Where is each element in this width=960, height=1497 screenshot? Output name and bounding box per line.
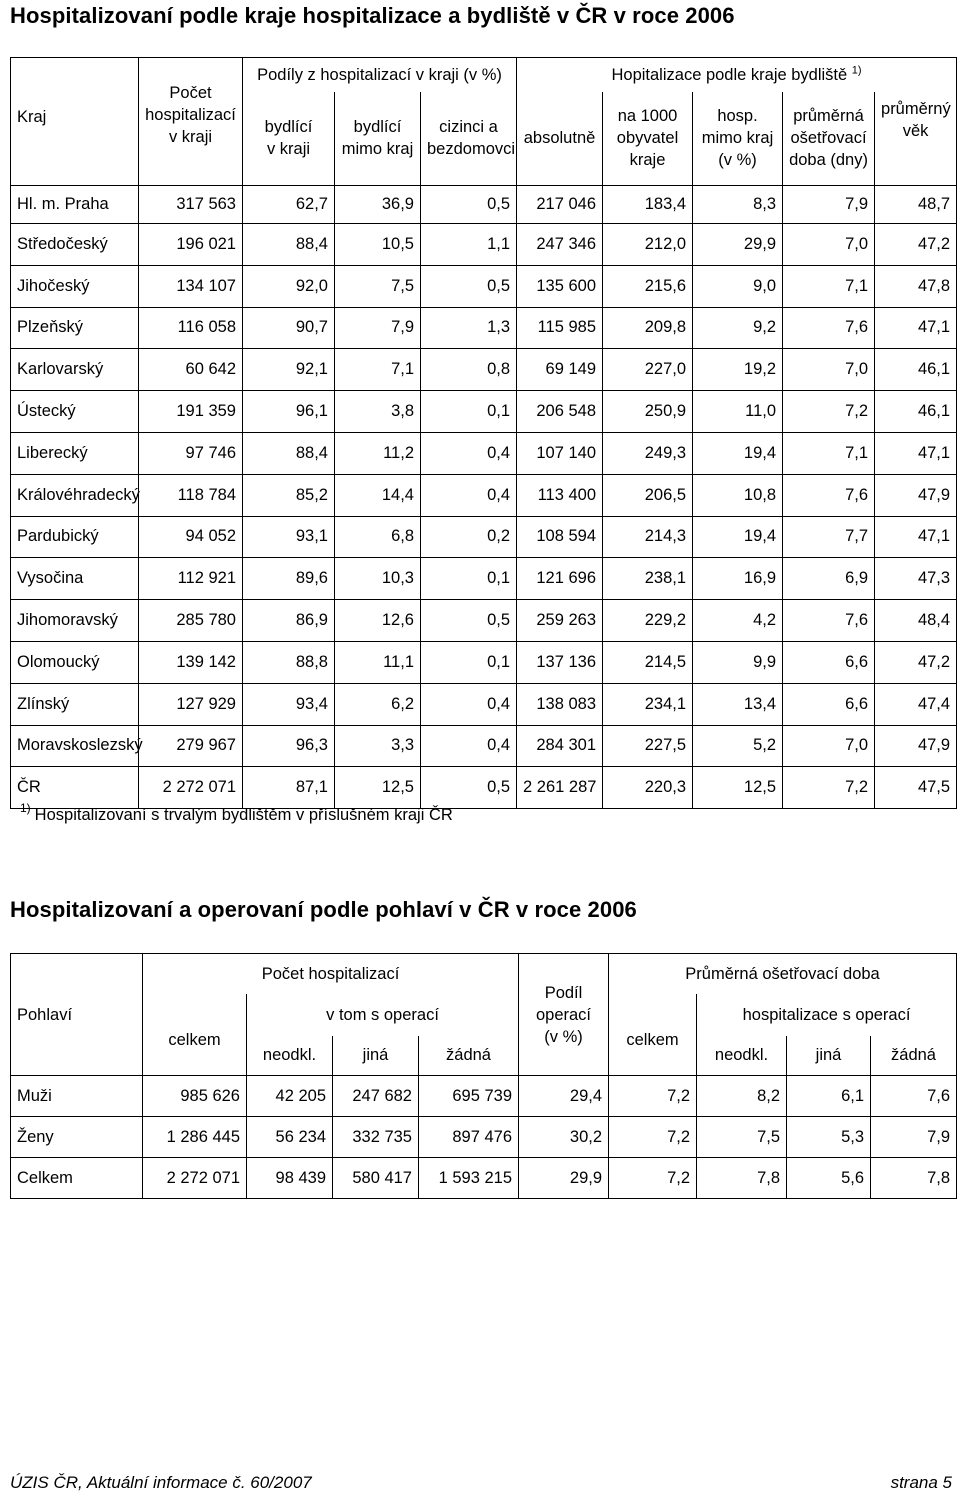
col-line: bydlící (353, 118, 402, 137)
table-cell: 9,0 (693, 265, 783, 307)
table-cell: 5,2 (693, 725, 783, 767)
table-cell: 247 682 (333, 1076, 419, 1117)
gender-hospitalization-table (10, 953, 957, 1199)
table-cell: 93,1 (243, 516, 335, 558)
col-line: operací (535, 1005, 592, 1024)
col-line: bydlící (264, 118, 313, 137)
total-row (11, 1158, 957, 1199)
table-cell: 7,6 (783, 474, 875, 516)
table-cell: 7,6 (871, 1076, 957, 1117)
col-podil-operaci (519, 954, 609, 1076)
table-cell: 279 967 (139, 725, 243, 767)
table-cell: 985 626 (143, 1076, 247, 1117)
table-cell: 214,3 (603, 516, 693, 558)
table-cell: 259 263 (517, 600, 603, 642)
table-cell: 0,8 (421, 349, 517, 391)
table-cell: 47,8 (875, 265, 957, 307)
table-cell: 89,6 (243, 558, 335, 600)
col-celkem: celkem (143, 994, 247, 1076)
table-cell: 1 593 215 (419, 1158, 519, 1199)
table-cell: 7,2 (783, 767, 875, 809)
row-label: Moravskoslezský (11, 725, 139, 767)
table-row (11, 641, 957, 683)
table2-title: Hospitalizovaní a operovaní podle pohlaví v ČR v roce 2006 (10, 897, 637, 922)
col-doba-celkem: celkem (609, 994, 697, 1076)
col-pocet (139, 58, 243, 186)
table-cell: 7,1 (335, 349, 421, 391)
table-cell: 0,1 (421, 558, 517, 600)
table-cell: 118 784 (139, 474, 243, 516)
table-cell: 206,5 (603, 474, 693, 516)
table-cell: 191 359 (139, 391, 243, 433)
col-line: hosp. (717, 107, 758, 126)
table-cell: 7,2 (609, 1158, 697, 1199)
table-cell: 108 594 (517, 516, 603, 558)
table-cell: 12,5 (335, 767, 421, 809)
table-cell: 0,5 (421, 265, 517, 307)
table-row (11, 600, 957, 642)
table-cell: 6,1 (787, 1076, 871, 1117)
table-cell: 695 739 (419, 1076, 519, 1117)
table-cell: 6,9 (783, 558, 875, 600)
row-label: Hl. m. Praha (11, 186, 139, 224)
table-cell: 48,7 (875, 186, 957, 224)
table-cell: 7,8 (871, 1158, 957, 1199)
table-cell: 7,0 (783, 725, 875, 767)
table-cell: 7,0 (783, 349, 875, 391)
col-pohlavi: Pohlaví (11, 954, 143, 1076)
table-cell: 47,2 (875, 641, 957, 683)
table-cell: 897 476 (419, 1117, 519, 1158)
table-cell: 98 439 (247, 1158, 333, 1199)
table-cell: 19,2 (693, 349, 783, 391)
table-cell: 29,9 (519, 1158, 609, 1199)
table-cell: 285 780 (139, 600, 243, 642)
table-cell: 10,5 (335, 224, 421, 266)
footnote-ref: 1) (851, 64, 862, 77)
table-cell: 42 205 (247, 1076, 333, 1117)
table-row (11, 558, 957, 600)
table-cell: 196 021 (139, 224, 243, 266)
col-cizinci (421, 92, 517, 186)
table-cell: 217 046 (517, 186, 603, 224)
table-cell: 9,9 (693, 641, 783, 683)
total-row (11, 767, 957, 809)
table-cell: 1,3 (421, 307, 517, 349)
table-cell: 107 140 (517, 432, 603, 474)
table-cell: 96,1 (243, 391, 335, 433)
table-cell: 0,4 (421, 725, 517, 767)
table-cell: 48,4 (875, 600, 957, 642)
table-cell: 580 417 (333, 1158, 419, 1199)
col-line: obyvatel (616, 129, 679, 148)
table-cell: 47,1 (875, 516, 957, 558)
table-row (11, 349, 957, 391)
col-line: Podíl (544, 983, 583, 1002)
table-cell: 5,6 (787, 1158, 871, 1199)
table-cell: 6,2 (335, 683, 421, 725)
table-cell: 7,6 (783, 307, 875, 349)
table-cell: 30,2 (519, 1117, 609, 1158)
table-cell: 2 272 071 (139, 767, 243, 809)
col-kraj: Kraj (11, 58, 139, 186)
col-zadna: žádná (419, 1036, 519, 1076)
table-cell: 60 642 (139, 349, 243, 391)
col-line: průměrný (881, 99, 951, 118)
footer-source: ÚZIS ČR, Aktuální informace č. 60/2007 (10, 1473, 312, 1492)
table-cell: 7,2 (609, 1117, 697, 1158)
table-cell: 2 261 287 (517, 767, 603, 809)
table-row (11, 265, 957, 307)
table-cell: 317 563 (139, 186, 243, 224)
table-cell: 92,1 (243, 349, 335, 391)
table-cell: 10,3 (335, 558, 421, 600)
col-hosp-mimo-kraj (693, 92, 783, 186)
table-row (11, 725, 957, 767)
table-cell: 92,0 (243, 265, 335, 307)
table-cell: 0,1 (421, 641, 517, 683)
table-cell: 247 346 (517, 224, 603, 266)
table-cell: 134 107 (139, 265, 243, 307)
group-podily: Podíly z hospitalizací v kraji (v %) (243, 58, 517, 92)
col-line: věk (902, 121, 929, 140)
table-cell: 229,2 (603, 600, 693, 642)
table-cell: 0,4 (421, 683, 517, 725)
row-label: ČR (11, 767, 139, 809)
table-cell: 1,1 (421, 224, 517, 266)
table-cell: 0,4 (421, 432, 517, 474)
group-osetrovaci-doba: Průměrná ošetřovací doba (609, 954, 957, 994)
table-cell: 11,1 (335, 641, 421, 683)
col-pocet-line: Počet (169, 84, 212, 102)
table-row (11, 683, 957, 725)
table-cell: 234,1 (603, 683, 693, 725)
table-cell: 121 696 (517, 558, 603, 600)
table-cell: 0,5 (421, 600, 517, 642)
table-cell: 7,8 (697, 1158, 787, 1199)
table-cell: 46,1 (875, 391, 957, 433)
table-cell: 11,2 (335, 432, 421, 474)
footnote-mark: 1) (20, 801, 31, 815)
row-label: Ženy (11, 1117, 143, 1158)
table-cell: 113 400 (517, 474, 603, 516)
col-line: kraje (629, 151, 666, 170)
table-cell: 1 286 445 (143, 1117, 247, 1158)
table-cell: 135 600 (517, 265, 603, 307)
col-line: mimo kraj (701, 129, 774, 148)
row-label: Ústecký (11, 391, 139, 433)
table-row (11, 516, 957, 558)
table-cell: 7,1 (783, 265, 875, 307)
table-cell: 29,4 (519, 1076, 609, 1117)
table-cell: 8,3 (693, 186, 783, 224)
group-v-tom-s-operaci: v tom s operací (247, 994, 519, 1036)
col-line: (v %) (718, 151, 757, 170)
table-cell: 4,2 (693, 600, 783, 642)
table-cell: 250,9 (603, 391, 693, 433)
table-cell: 7,1 (783, 432, 875, 474)
row-label: Celkem (11, 1158, 143, 1199)
regional-hospitalization-table (10, 57, 957, 809)
row-label: Plzeňský (11, 307, 139, 349)
table-cell: 0,5 (421, 186, 517, 224)
table-row (11, 186, 957, 224)
table-row (11, 1076, 957, 1117)
table-cell: 138 083 (517, 683, 603, 725)
table-cell: 6,6 (783, 683, 875, 725)
table-cell: 47,1 (875, 432, 957, 474)
table-cell: 47,9 (875, 474, 957, 516)
row-label: Olomoucký (11, 641, 139, 683)
table-cell: 90,7 (243, 307, 335, 349)
table-row (11, 1117, 957, 1158)
col-na-1000 (603, 92, 693, 186)
col-doba-zadna: žádná (871, 1036, 957, 1076)
table-cell: 220,3 (603, 767, 693, 809)
col-line: bezdomovci (427, 140, 516, 159)
table-cell: 0,1 (421, 391, 517, 433)
table-cell: 19,4 (693, 432, 783, 474)
table-cell: 11,0 (693, 391, 783, 433)
table-cell: 0,4 (421, 474, 517, 516)
table-cell: 3,3 (335, 725, 421, 767)
col-line: průměrná (793, 107, 864, 126)
col-doba-jina: jiná (787, 1036, 871, 1076)
table-cell: 47,4 (875, 683, 957, 725)
row-label: Liberecký (11, 432, 139, 474)
table-cell: 19,4 (693, 516, 783, 558)
table2-body (11, 1076, 957, 1199)
table-cell: 227,5 (603, 725, 693, 767)
table-cell: 7,6 (783, 600, 875, 642)
table-cell: 227,0 (603, 349, 693, 391)
table-cell: 7,9 (871, 1117, 957, 1158)
table-cell: 14,4 (335, 474, 421, 516)
col-bydlici-mimo-kraj (335, 92, 421, 186)
table-cell: 3,8 (335, 391, 421, 433)
footnote-text: Hospitalizovaní s trvalým bydlištěm v příslušném kraji ČR (34, 806, 453, 824)
row-label: Jihomoravský (11, 600, 139, 642)
table-cell: 56 234 (247, 1117, 333, 1158)
table-cell: 284 301 (517, 725, 603, 767)
col-pocet-line: hospitalizací (145, 106, 236, 124)
row-label: Pardubický (11, 516, 139, 558)
table-cell: 10,8 (693, 474, 783, 516)
table-row (11, 307, 957, 349)
group-hospitalizace-s-operaci: hospitalizace s operací (697, 994, 957, 1036)
table-cell: 69 149 (517, 349, 603, 391)
row-label: Karlovarský (11, 349, 139, 391)
table-cell: 13,4 (693, 683, 783, 725)
table-cell: 93,4 (243, 683, 335, 725)
col-bydlici-v-kraji (243, 92, 335, 186)
col-line: ošetřovací (790, 129, 867, 148)
table-row (11, 432, 957, 474)
table-cell: 47,1 (875, 307, 957, 349)
col-neodkl: neodkl. (247, 1036, 333, 1076)
table-cell: 7,0 (783, 224, 875, 266)
table-cell: 0,5 (421, 767, 517, 809)
row-label: Vysočina (11, 558, 139, 600)
table-row (11, 224, 957, 266)
table-cell: 7,2 (783, 391, 875, 433)
table-cell: 46,1 (875, 349, 957, 391)
table-cell: 215,6 (603, 265, 693, 307)
table-cell: 6,6 (783, 641, 875, 683)
table-cell: 47,9 (875, 725, 957, 767)
table-cell: 2 272 071 (143, 1158, 247, 1199)
table-cell: 12,5 (693, 767, 783, 809)
table-row (11, 474, 957, 516)
table-cell: 62,7 (243, 186, 335, 224)
table-cell: 87,1 (243, 767, 335, 809)
col-line: mimo kraj (341, 140, 414, 159)
table-cell: 96,3 (243, 725, 335, 767)
table-cell: 8,2 (697, 1076, 787, 1117)
group-hospitalizace-label: Hopitalizace podle kraje bydliště (611, 65, 848, 84)
table-cell: 47,2 (875, 224, 957, 266)
table-cell: 183,4 (603, 186, 693, 224)
table-cell: 7,9 (783, 186, 875, 224)
group-hospitalizace-bydliste (517, 58, 957, 92)
table-cell: 9,2 (693, 307, 783, 349)
table-cell: 214,5 (603, 641, 693, 683)
table-cell: 206 548 (517, 391, 603, 433)
table-cell: 85,2 (243, 474, 335, 516)
table-cell: 88,4 (243, 224, 335, 266)
table1-body (11, 186, 957, 809)
col-jina: jiná (333, 1036, 419, 1076)
col-osetrovaci-doba (783, 92, 875, 186)
table-cell: 12,6 (335, 600, 421, 642)
table-cell: 112 921 (139, 558, 243, 600)
row-label: Středočeský (11, 224, 139, 266)
table-cell: 115 985 (517, 307, 603, 349)
table-cell: 238,1 (603, 558, 693, 600)
footnote (20, 801, 453, 825)
table-cell: 137 136 (517, 641, 603, 683)
row-label: Královéhradecký (11, 474, 139, 516)
col-line: na 1000 (617, 107, 678, 126)
table-cell: 16,9 (693, 558, 783, 600)
table-cell: 127 929 (139, 683, 243, 725)
table-cell: 7,2 (609, 1076, 697, 1117)
table-cell: 47,5 (875, 767, 957, 809)
table-cell: 7,9 (335, 307, 421, 349)
row-label: Muži (11, 1076, 143, 1117)
col-line: v kraji (266, 140, 311, 159)
table-cell: 94 052 (139, 516, 243, 558)
table-cell: 88,8 (243, 641, 335, 683)
table1-title: Hospitalizovaní podle kraje hospitalizace a bydliště v ČR v roce 2006 (10, 3, 735, 28)
table2-header (11, 954, 957, 1076)
table-cell: 7,7 (783, 516, 875, 558)
table-cell: 249,3 (603, 432, 693, 474)
table-cell: 29,9 (693, 224, 783, 266)
table-cell: 332 735 (333, 1117, 419, 1158)
table-cell: 5,3 (787, 1117, 871, 1158)
table-cell: 7,5 (335, 265, 421, 307)
col-absolutne: absolutně (517, 92, 603, 186)
table-cell: 88,4 (243, 432, 335, 474)
table-cell: 209,8 (603, 307, 693, 349)
table-cell: 6,8 (335, 516, 421, 558)
table-cell: 47,3 (875, 558, 957, 600)
footer-page-number: strana 5 (890, 1473, 952, 1492)
table-cell: 86,9 (243, 600, 335, 642)
row-label: Zlínský (11, 683, 139, 725)
col-vek (875, 92, 957, 186)
col-line: cizinci a (439, 118, 498, 137)
col-line: doba (dny) (789, 151, 868, 170)
col-line: (v %) (544, 1027, 583, 1046)
table-cell: 36,9 (335, 186, 421, 224)
row-label: Jihočeský (11, 265, 139, 307)
table-cell: 97 746 (139, 432, 243, 474)
table1-header (11, 58, 957, 186)
table-cell: 212,0 (603, 224, 693, 266)
table-cell: 7,5 (697, 1117, 787, 1158)
table-cell: 0,2 (421, 516, 517, 558)
col-pocet-line: v kraji (168, 128, 213, 146)
table-row (11, 391, 957, 433)
table-cell: 116 058 (139, 307, 243, 349)
col-doba-neodkl: neodkl. (697, 1036, 787, 1076)
group-pocet-hospitalizaci: Počet hospitalizací (143, 954, 519, 994)
table-cell: 139 142 (139, 641, 243, 683)
